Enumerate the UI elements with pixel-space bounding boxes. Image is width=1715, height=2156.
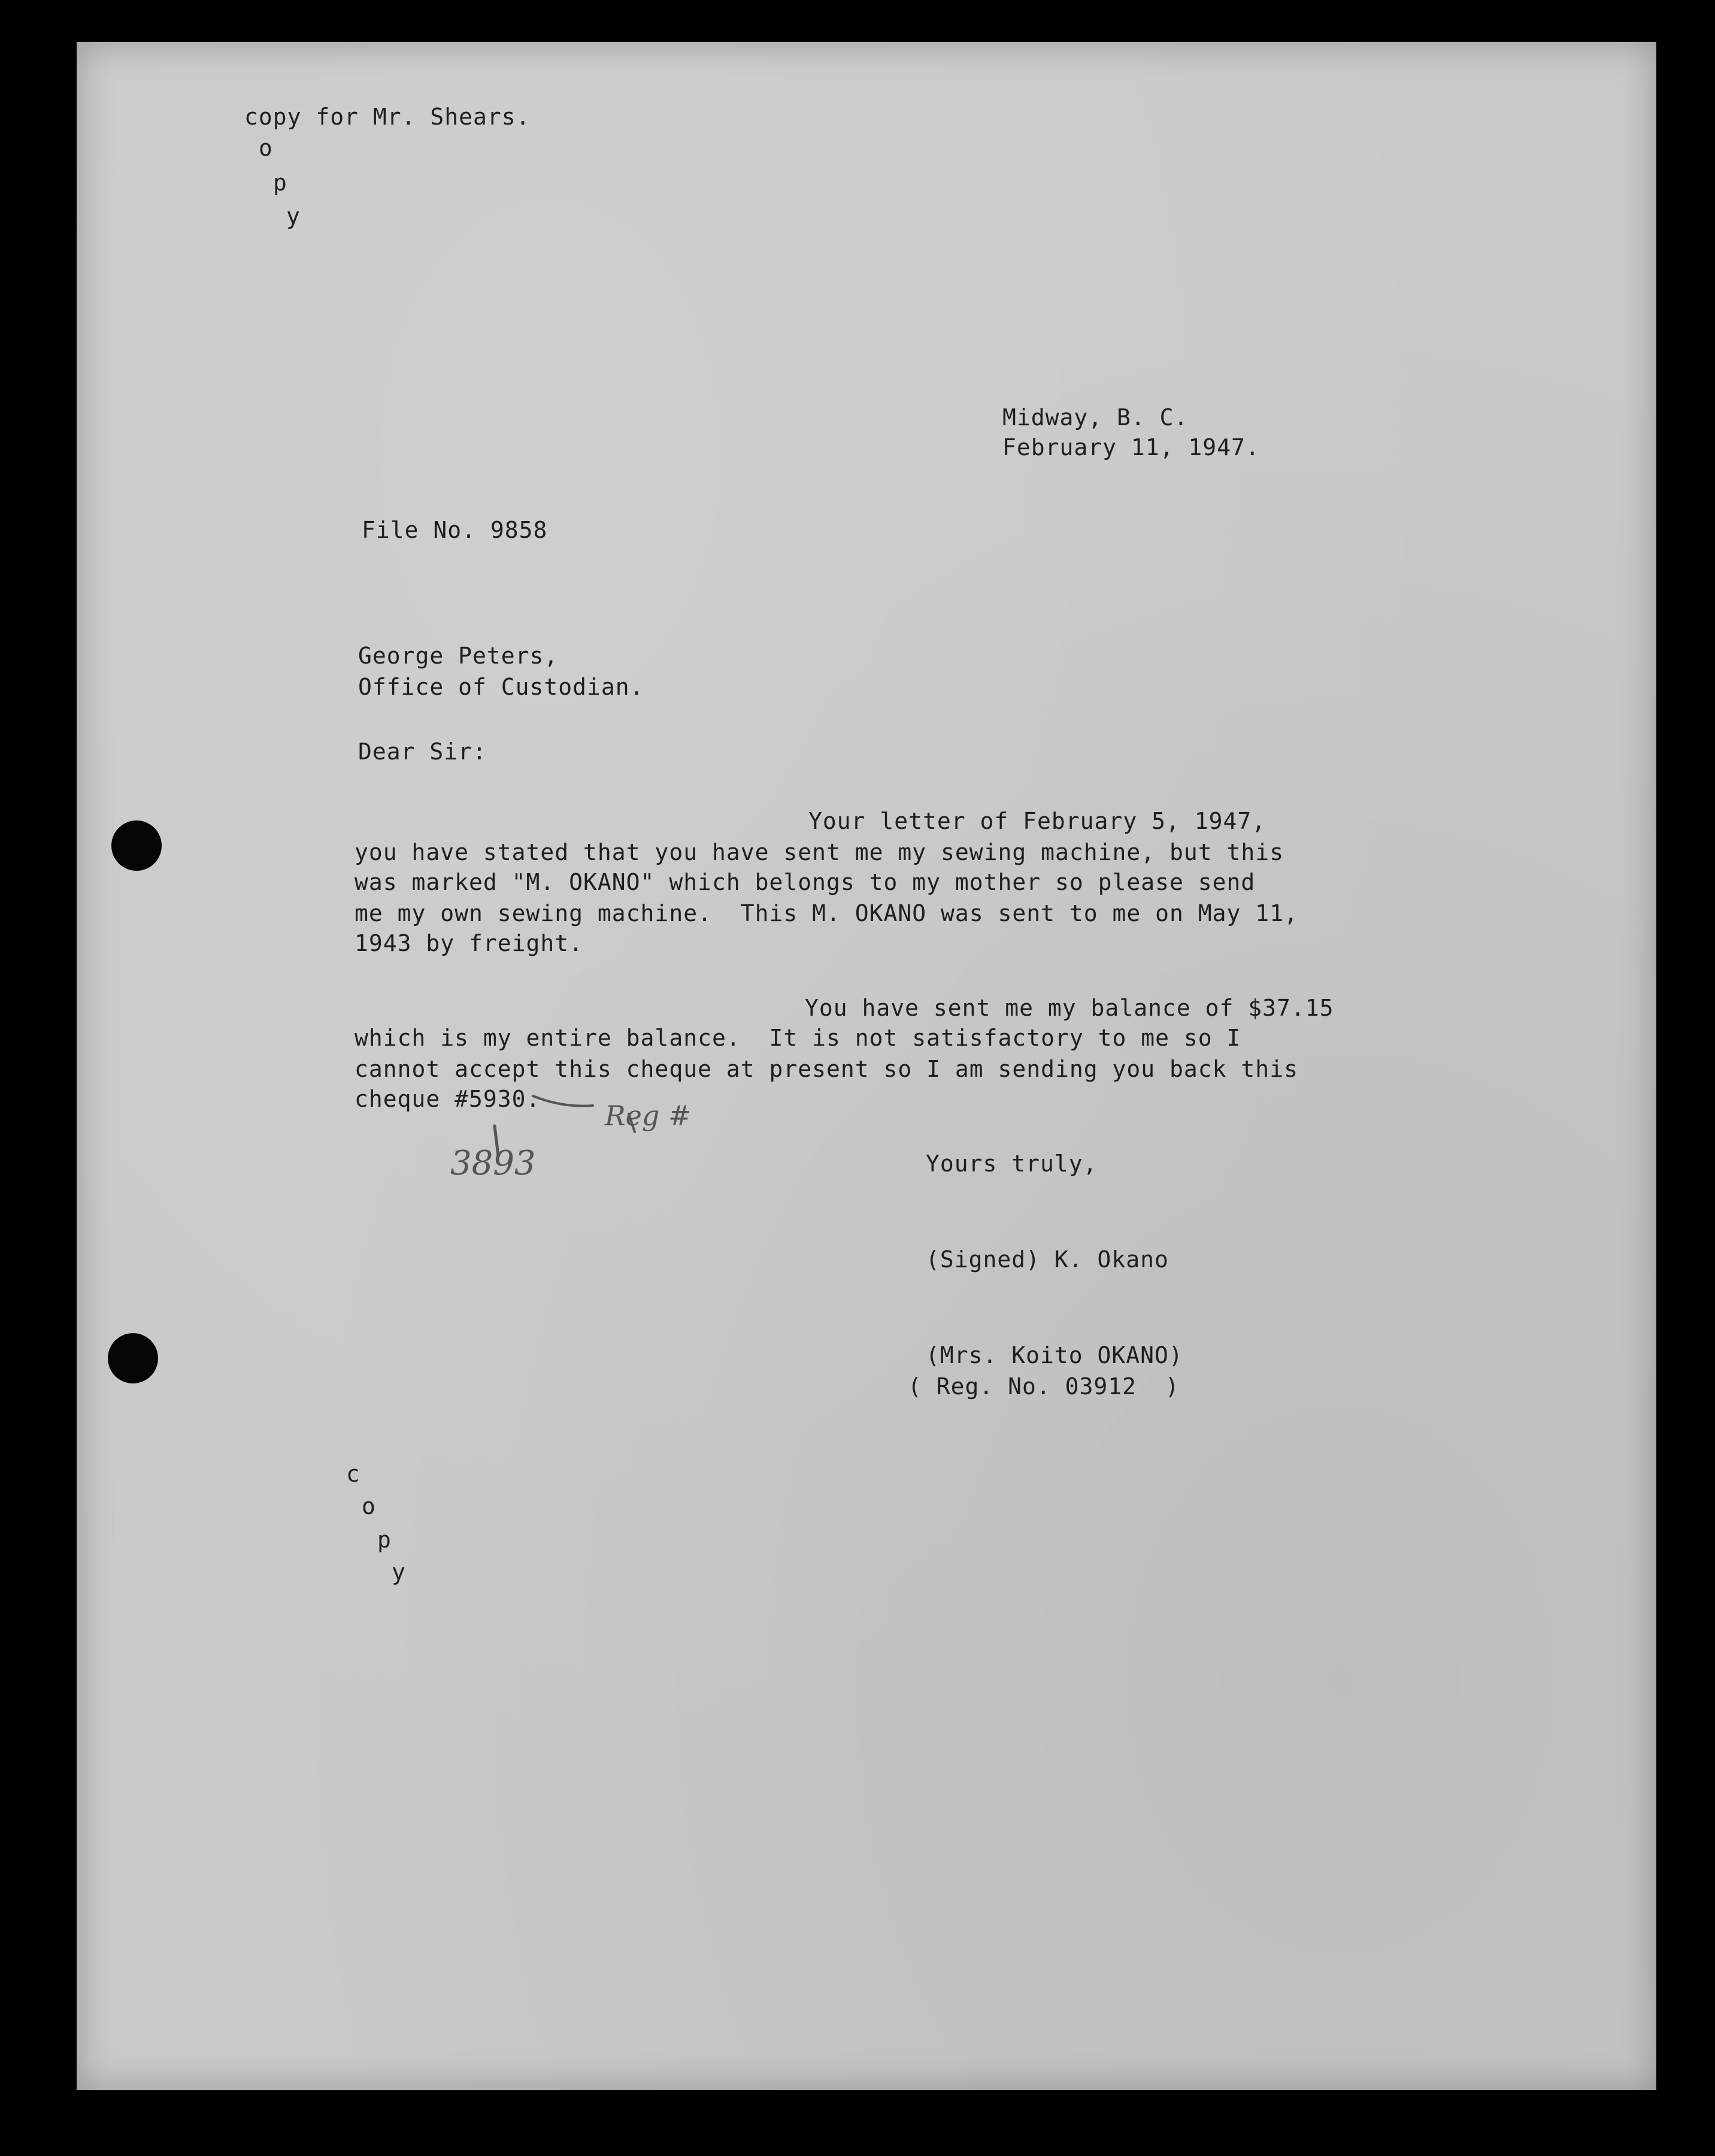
copy-note: copy for Mr. Shears. xyxy=(244,104,531,130)
sender-place: Midway, B. C. xyxy=(1002,404,1189,431)
footer-copy-letter-o: o xyxy=(362,1493,375,1519)
paragraph-2-line-3: cannot accept this cheque at present so I am sending you back this xyxy=(354,1056,1298,1082)
pencil-stroke-arrow xyxy=(533,1096,593,1106)
paragraph-1-line-5: 1943 by freight. xyxy=(354,930,584,956)
handwritten-note: Reg # xyxy=(605,1100,692,1132)
paragraph-1-line-4: me my own sewing machine. This M. OKANO was sent to me on May 11, xyxy=(354,900,1298,926)
paragraph-1-line-1: Your letter of February 5, 1947, xyxy=(808,808,1266,834)
paragraph-2-line-1: You have sent me my balance of $37.15 xyxy=(805,995,1334,1021)
paragraph-2-line-4: cheque #5930. xyxy=(354,1086,541,1112)
paragraph-1-line-2: you have stated that you have sent me my sewing machine, but this xyxy=(354,839,1284,865)
paragraph-1-line-3: was marked "M. OKANO" which belongs to my mother so please send xyxy=(354,869,1256,895)
recipient-office: Office of Custodian. xyxy=(358,674,644,700)
signature-line: (Signed) K. Okano xyxy=(926,1246,1169,1273)
paragraph-2-line-2: which is my entire balance. It is not satisfactory to me so I xyxy=(354,1025,1241,1051)
footer-copy-letter-p: p xyxy=(377,1527,391,1553)
copy-letter-y: y xyxy=(286,203,300,229)
punch-hole-top xyxy=(111,820,162,871)
footer-copy-letter-c: c xyxy=(346,1461,360,1487)
copy-letter-p: p xyxy=(273,169,287,196)
signer-full-name: (Mrs. Koito OKANO) xyxy=(926,1342,1183,1368)
copy-letter-o: o xyxy=(259,135,272,161)
salutation: Dear Sir: xyxy=(358,738,487,765)
valediction: Yours truly, xyxy=(926,1150,1098,1177)
handwritten-number: 3893 xyxy=(450,1144,536,1183)
registration-number: ( Reg. No. 03912 ) xyxy=(908,1373,1180,1400)
file-number: File No. 9858 xyxy=(362,517,548,543)
punch-hole-bottom xyxy=(108,1333,158,1383)
footer-copy-letter-y: y xyxy=(392,1559,405,1585)
recipient-name: George Peters, xyxy=(358,643,559,669)
letter-date: February 11, 1947. xyxy=(1002,434,1260,461)
